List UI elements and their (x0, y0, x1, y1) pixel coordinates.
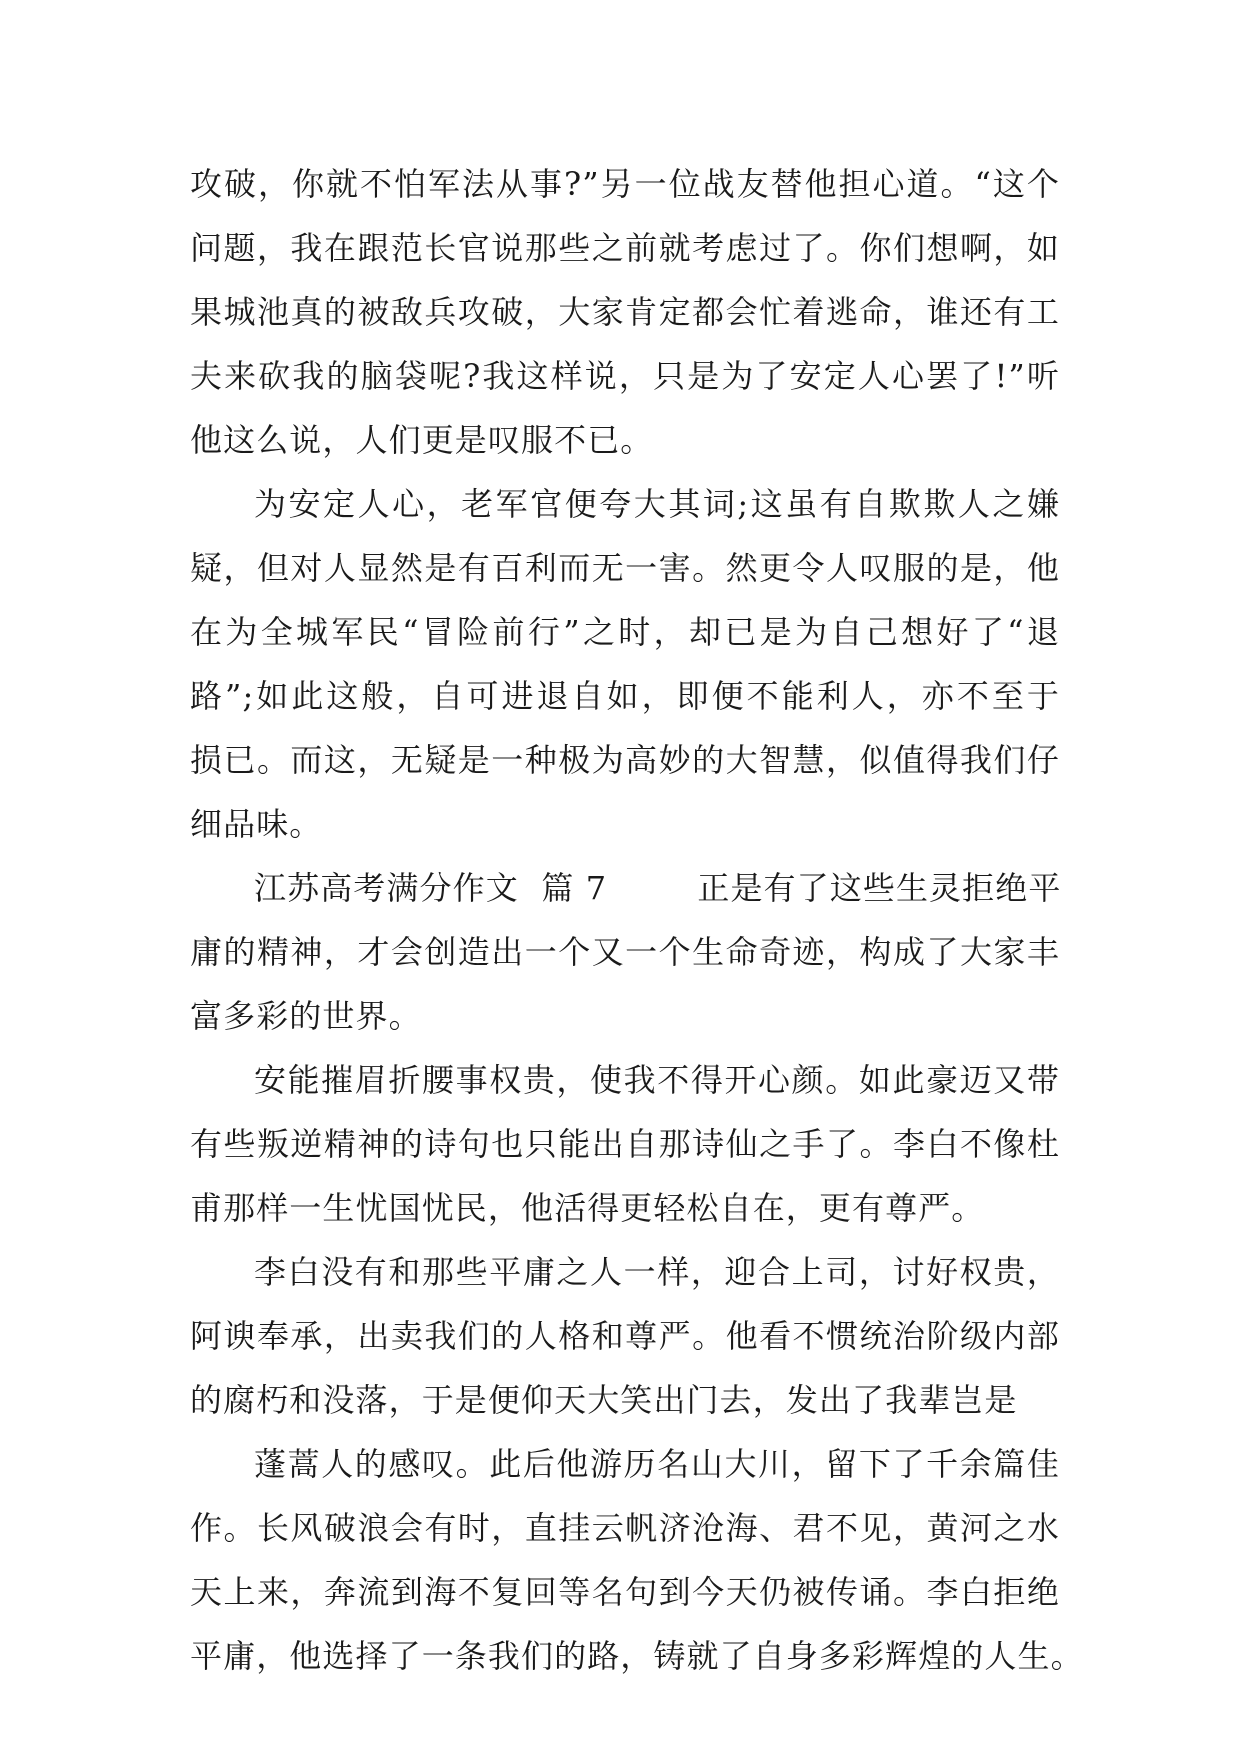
essay-body (190, 152, 1084, 1688)
text-line: 疑，但对人显然是有百利而无一害。然更令人叹服的是，他 (190, 549, 1060, 587)
text-line: 问题，我在跟范长官说那些之前就考虑过了。你们想啊，如 (190, 229, 1060, 267)
text-line: 天上来，奔流到海不复回等名句到今天仍被传诵。李白拒绝 (190, 1573, 1060, 1611)
section-heading-line: 江苏高考满分作文 篇 7 正是有了这些生灵拒绝平 (254, 869, 1062, 907)
text-line: 细品味。 (190, 805, 323, 843)
text-line: 他这么说，人们更是叹服不已。 (190, 421, 654, 459)
text-line: 果城池真的被敌兵攻破，大家肯定都会忙着逃命，谁还有工 (190, 293, 1060, 331)
text-line: 甫那样一生忧国忧民，他活得更轻松自在，更有尊严。 (190, 1189, 985, 1227)
text-line: 富多彩的世界。 (190, 997, 422, 1035)
text-line: 平庸，他选择了一条我们的路，铸就了自身多彩辉煌的人生。 (190, 1637, 1084, 1675)
text-line: 攻破，你就不怕军法从事?”另一位战友替他担心道。“这个 (190, 165, 1060, 203)
text-line: 在为全城军民“冒险前行”之时，却已是为自己想好了“退 (190, 613, 1060, 651)
text-line: 庸的精神，才会创造出一个又一个生命奇迹，构成了大家丰 (190, 933, 1060, 971)
text-line: 作。长风破浪会有时，直挂云帆济沧海、君不见，黄河之水 (190, 1509, 1060, 1547)
text-line: 损已。而这，无疑是一种极为高妙的大智慧，似值得我们仔 (190, 741, 1060, 779)
paragraph-first-line: 安能摧眉折腰事权贵，使我不得开心颜。如此豪迈又带 (254, 1061, 1060, 1099)
paragraph-first-line: 蓬蒿人的感叹。此后他游历名山大川，留下了千余篇佳 (254, 1445, 1060, 1483)
text-line: 夫来砍我的脑袋呢?我这样说，只是为了安定人心罢了!”听 (190, 357, 1060, 395)
paragraph-first-line: 李白没有和那些平庸之人一样，迎合上司，讨好权贵， (254, 1253, 1060, 1291)
text-line: 阿谀奉承，出卖我们的人格和尊严。他看不惯统治阶级内部 (190, 1317, 1060, 1355)
text-line: 有些叛逆精神的诗句也只能出自那诗仙之手了。李白不像杜 (190, 1125, 1060, 1163)
paragraph-first-line: 为安定人心，老军官便夸大其词;这虽有自欺欺人之嫌 (254, 485, 1060, 523)
text-line: 路”;如此这般，自可进退自如，即便不能利人，亦不至于 (190, 677, 1060, 715)
text-line: 的腐朽和没落，于是便仰天大笑出门去，发出了我辈岂是 (190, 1381, 1018, 1419)
